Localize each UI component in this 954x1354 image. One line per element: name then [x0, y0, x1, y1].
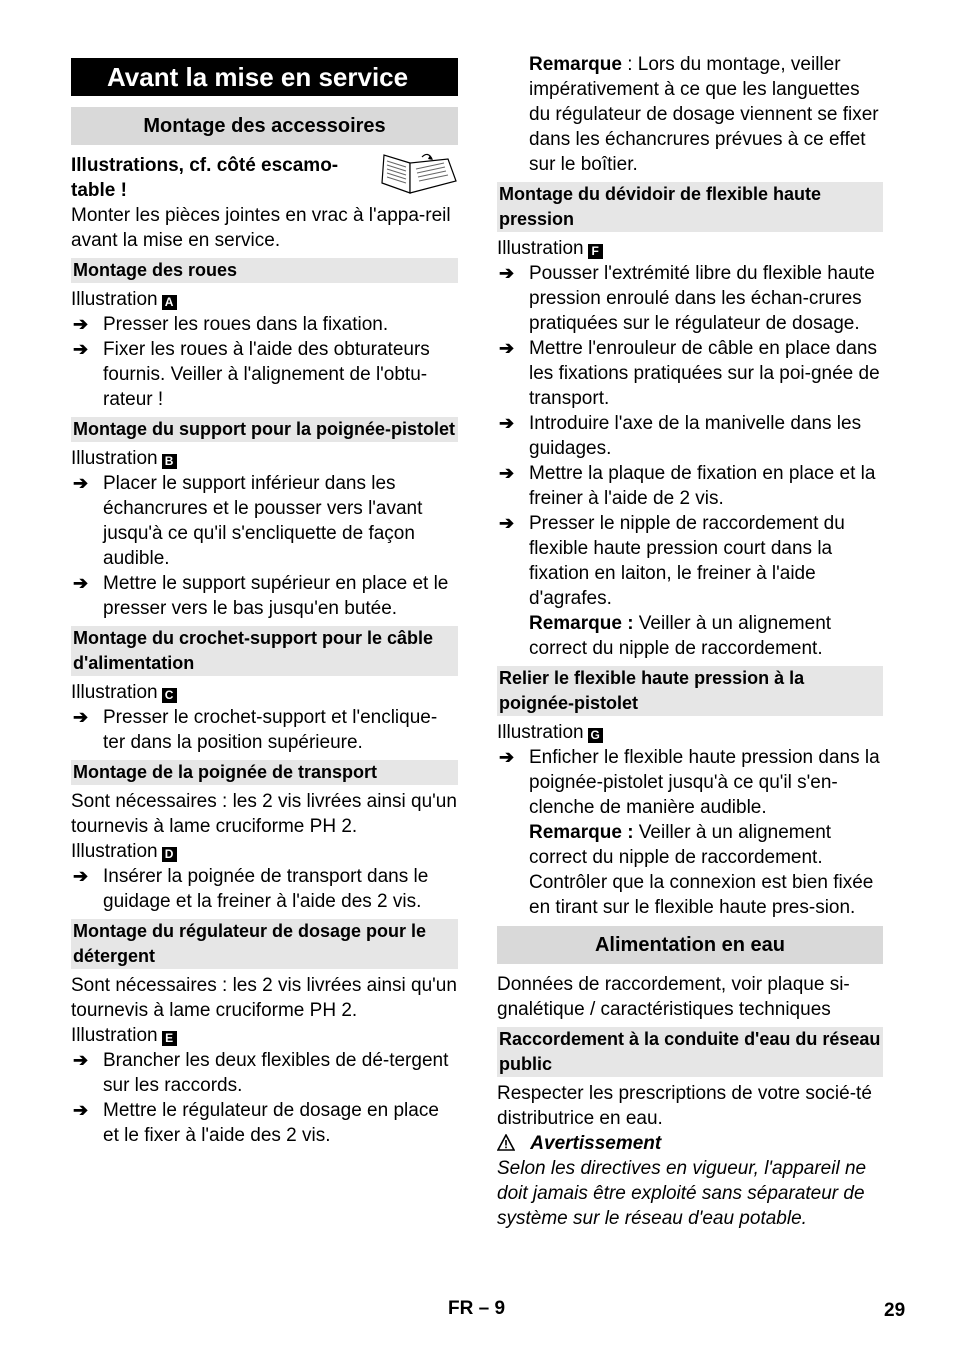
- warning-text: Selon les directives en vigueur, l'appareil ne doit jamais être exploité sans séparateur de système sur le réseau d'eau potable.: [497, 1158, 867, 1229]
- requirements-text: Sont nécessaires : les 2 vis livrées ainsi qu'un tournevis à lame cruciforme PH 2.: [71, 975, 457, 1021]
- subheading-roues: Montage des roues: [71, 258, 458, 283]
- list-item: [71, 1098, 458, 1148]
- illustration-letter-icon: E: [162, 1031, 177, 1046]
- illustration-letter-icon: D: [162, 847, 177, 862]
- step-text: Mettre la plaque de fixation en place et la freiner à l'aide de 2 vis.: [529, 463, 876, 509]
- list-item: [497, 461, 883, 511]
- section-heading-eau: Alimentation en eau: [497, 926, 883, 964]
- list-item: [497, 336, 883, 411]
- illustration-ref: [497, 720, 883, 745]
- warning-heading: [497, 1131, 883, 1156]
- page-title: Avant la mise en service: [71, 58, 458, 96]
- note-label: Remarque :: [529, 613, 634, 634]
- illustration-ref: [71, 680, 458, 705]
- list-item: [497, 745, 883, 820]
- arrow-right-icon: ➔: [73, 1050, 89, 1070]
- note-top: [497, 52, 883, 177]
- step-text: Introduire l'axe de la manivelle dans les guidages.: [529, 413, 862, 459]
- note-text: : Lors du montage, veiller impérativement à ce que les languettes du régulateur de dosage viennent se fixer dans les échancrures prévues à ce effet sur le boîtier.: [529, 54, 879, 175]
- section-heading-accessoires: Montage des accessoires: [71, 107, 458, 145]
- illustration-letter-icon: B: [162, 454, 177, 469]
- footer-language-page: FR – 9: [448, 1298, 506, 1319]
- note-label: Remarque :: [529, 822, 634, 843]
- step-text: Presser le crochet-support et l'enclique-ter dans la position supérieure.: [103, 707, 438, 753]
- requirements-text: Sont nécessaires : les 2 vis livrées ainsi qu'un tournevis à lame cruciforme PH 2.: [71, 791, 457, 837]
- illustration-ref: [71, 1023, 458, 1048]
- illustration-label: Illustration: [497, 238, 584, 259]
- note-text: Veiller à un alignement correct du nipple de raccordement.: [529, 613, 832, 659]
- arrow-right-icon: ➔: [499, 338, 515, 358]
- illustration-label: Illustration: [497, 722, 584, 743]
- note-devidoir: [497, 611, 883, 661]
- step-text: Insérer la poignée de transport dans le guidage et la freiner à l'aide des 2 vis.: [103, 866, 429, 912]
- warning-label: Avertissement: [530, 1133, 662, 1154]
- step-text: Mettre le support supérieur en place et le presser vers le bas jusqu'en butée.: [103, 573, 449, 619]
- list-item: [71, 705, 458, 755]
- arrow-right-icon: ➔: [499, 413, 515, 433]
- step-text: Enficher le flexible haute pression dans la poignée-pistolet jusqu'à ce qu'il s'en-clenche de manière audible.: [529, 747, 880, 818]
- illustration-label: Illustration: [71, 448, 158, 469]
- raccord-text: Respecter les prescriptions de votre socié-té distributrice en eau.: [497, 1083, 872, 1129]
- list-item: [71, 1048, 458, 1098]
- step-text: Pousser l'extrémité libre du flexible haute pression enroulé dans les échan-crures pratiquées sur le régulateur de dosage.: [529, 263, 875, 334]
- list-item: [71, 864, 458, 914]
- arrow-right-icon: ➔: [73, 1100, 89, 1120]
- arrow-right-icon: ➔: [73, 473, 89, 493]
- step-text: Placer le support inférieur dans les échancrures et le pousser vers l'avant jusqu'à ce qu'il s'encliquette de façon audible.: [103, 473, 423, 569]
- illustration-letter-icon: F: [588, 244, 603, 259]
- illustration-label: Illustration: [71, 841, 158, 862]
- left-column: [71, 58, 458, 1148]
- arrow-right-icon: ➔: [499, 513, 515, 533]
- arrow-right-icon: ➔: [73, 314, 89, 334]
- illustration-letter-icon: A: [162, 295, 177, 310]
- note-label: Remarque: [529, 54, 622, 75]
- arrow-right-icon: ➔: [73, 573, 89, 593]
- subheading-raccordement: Raccordement à la conduite d'eau du réseau public: [497, 1027, 883, 1077]
- step-text: Mettre l'enrouleur de câble en place dans les fixations pratiquées sur la poi-gnée de transport.: [529, 338, 880, 409]
- step-text: Presser les roues dans la fixation.: [103, 314, 389, 335]
- list-item: [71, 337, 458, 412]
- illustration-label: Illustration: [71, 289, 158, 310]
- intro-text: Monter les pièces jointes en vrac à l'appa-reil avant la mise en service.: [71, 205, 451, 251]
- step-text: Brancher les deux flexibles de dé-tergent sur les raccords.: [103, 1050, 449, 1096]
- illustration-letter-icon: C: [162, 688, 177, 703]
- step-text: Presser le nipple de raccordement du flexible haute pression court dans la fixation en laiton, le freiner à l'aide d'agrafes.: [529, 513, 845, 609]
- intro-bold-text: Illustrations, cf. côté escamo-table !: [71, 155, 339, 201]
- arrow-right-icon: ➔: [499, 463, 515, 483]
- subheading-relier: Relier le flexible haute pression à la poignée-pistolet: [497, 666, 883, 716]
- illustration-letter-icon: G: [588, 728, 603, 743]
- arrow-right-icon: ➔: [499, 263, 515, 283]
- illustration-ref: [497, 236, 883, 261]
- note-extra: Contrôler que la connexion est bien fixée en tirant sur le flexible haute pres-sion.: [529, 872, 874, 918]
- arrow-right-icon: ➔: [73, 339, 89, 359]
- arrow-right-icon: ➔: [499, 747, 515, 767]
- list-item: [71, 571, 458, 621]
- subheading-regulateur: Montage du régulateur de dosage pour le détergent: [71, 919, 458, 969]
- list-item: [71, 471, 458, 571]
- illustration-ref: [71, 287, 458, 312]
- list-item: [71, 312, 458, 337]
- subheading-poignee: Montage de la poignée de transport: [71, 760, 458, 785]
- note-relier: [497, 820, 883, 870]
- open-book-icon: [378, 153, 458, 197]
- list-item: [497, 261, 883, 336]
- subheading-support: Montage du support pour la poignée-pistolet: [71, 417, 458, 442]
- arrow-right-icon: ➔: [73, 866, 89, 886]
- arrow-right-icon: ➔: [73, 707, 89, 727]
- list-item: [497, 511, 883, 611]
- subheading-crochet: Montage du crochet-support pour le câble d'alimentation: [71, 626, 458, 676]
- subheading-devidoir: Montage du dévidoir de flexible haute pression: [497, 182, 883, 232]
- illustration-label: Illustration: [71, 1025, 158, 1046]
- page-number: 29: [884, 1300, 906, 1321]
- illustration-ref: [71, 446, 458, 471]
- step-text: Mettre le régulateur de dosage en place et le fixer à l'aide des 2 vis.: [103, 1100, 439, 1146]
- illustration-ref: [71, 839, 458, 864]
- illustration-label: Illustration: [71, 682, 158, 703]
- list-item: [497, 411, 883, 461]
- eau-text: Données de raccordement, voir plaque si-gnalétique / caractéristiques techniques: [497, 974, 850, 1020]
- note-text: Veiller à un alignement correct du nipple de raccordement.: [529, 822, 832, 868]
- step-text: Fixer les roues à l'aide des obturateurs fournis. Veiller à l'alignement de l'obtu-rateur !: [103, 339, 430, 410]
- intro-block: [71, 153, 458, 203]
- warning-triangle-icon: [497, 1134, 515, 1151]
- right-column: [497, 52, 883, 1231]
